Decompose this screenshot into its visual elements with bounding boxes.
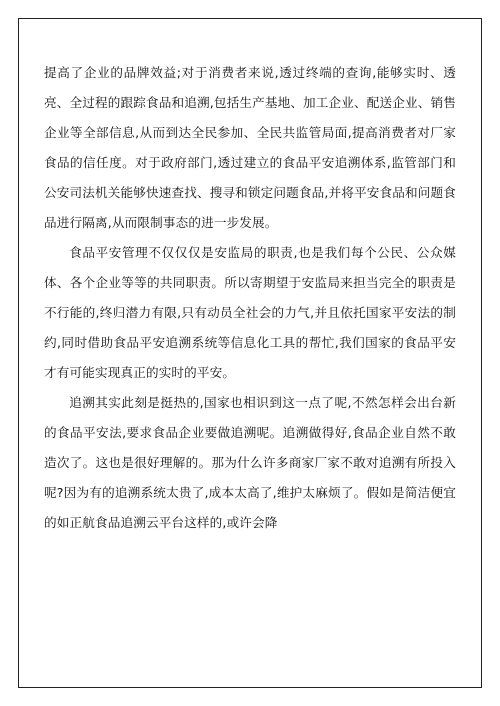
paragraph-1: 提高了企业的品牌效益;对于消费者来说,透过终端的查询,能够实时、透亮、全过程的跟踪食品和追溯,包括生产基地、加工企业、配送企业、销售企业等全部信息,从而到达全民参加、全民共监管局面,提高消费者对厂家食品的信任度。对于政府部门,透过建立的食品平安追溯体系,监管部门和公安司法机关能够快速查找、搜寻和锁定问题食品,并将平安食品和问题食品进行隔离,从而限制事态的进一步发展。	[44, 65, 456, 230]
document-body	[44, 58, 456, 538]
paragraph-2: 食品平安管理不仅仅仅是安监局的职责,也是我们每个公民、公众媒体、各个企业等等的共同职责。所以寄期望于安监局来担当完全的职责是不行能的,终归潜力有限,只有动员全社会的力气,并且依托国家平安法的制约,同时借助食品平安追溯系统等信息化工具的帮忙,我们国家的食品平安才有可能实现真正的实时的平安。	[44, 245, 456, 380]
paragraph-3: 追溯其实此刻是挺热的,国家也相识到这一点了呢,不然怎样会出台新的食品平安法,要求食品企业要做追溯呢。追溯做得好,食品企业自然不敢造次了。这也是很好理解的。那为什么许多商家厂家不敢对追溯有所投入呢?因为有的追溯系统太贵了,成本太高了,维护太麻烦了。假如是简洁便宜的如正航食品追溯云平台这样的,或许会降	[44, 395, 456, 530]
